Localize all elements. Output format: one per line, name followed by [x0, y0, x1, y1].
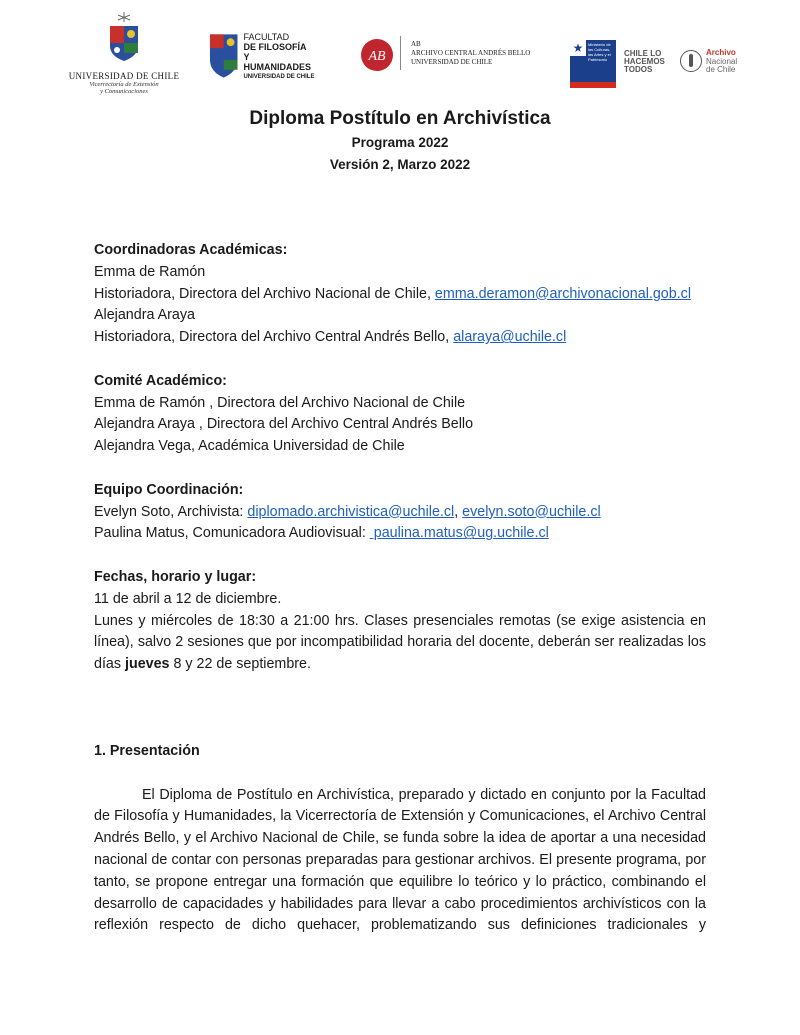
comite-heading: Comité Académico: [94, 372, 227, 389]
universidad-de-chile-logo [68, 12, 180, 95]
archivo-central-andres-bello-logo [360, 12, 550, 72]
coordinadora-1-role: Historiadora, Directora del Archivo Nacional de Chile, [94, 285, 435, 302]
ab-divider [400, 36, 401, 70]
ministerio-red-band [570, 82, 616, 88]
slogan-line-2: HACEMOS [624, 57, 665, 66]
equipo-row-1-text: Evelyn Soto, Archivista: [94, 503, 248, 520]
ffh-shield-icon [208, 30, 239, 82]
program-year: Programa 2022 [351, 135, 449, 150]
ab-seal-mark: AB [368, 49, 386, 64]
document-title: Diploma Postítulo en Archivística [249, 108, 551, 129]
coordinadora-1-email-link[interactable]: emma.deramon@archivonacional.gob.cl [434, 285, 692, 302]
ffh-line-2: DE FILOSOFÍA [243, 42, 307, 52]
comite-member-3: Alejandra Vega, Académica Universidad de Chile [94, 438, 405, 455]
ab-line-2: ARCHIVO CENTRAL ANDRÉS BELLO [411, 49, 531, 57]
ab-line-1: AB [411, 40, 421, 48]
an-line-2: Nacional [706, 56, 738, 66]
coordinadora-2-role: Historiadora, Directora del Archivo Central Andrés Bello, [94, 329, 454, 346]
equipo-section [94, 480, 706, 545]
uchile-shield-icon [102, 12, 146, 62]
uchile-sub-2: y Comunicaciones [100, 88, 148, 95]
equipo-row-2-text: Paulina Matus, Comunicadora Audiovisual: [94, 525, 370, 542]
version-line: Versión 2, Marzo 2022 [329, 157, 471, 172]
ab-line-3: UNIVERSIDAD DE CHILE [411, 58, 493, 66]
coordinadora-2-email-link[interactable]: alaraya@uchile.cl [453, 329, 567, 346]
fechas-schedule-b: 8 y 22 de septiembre. [169, 656, 311, 673]
document-body [94, 240, 706, 937]
fechas-schedule [94, 611, 706, 676]
slogan-line-3: TODOS [624, 65, 653, 74]
fechas-dates: 11 de abril a 12 de diciembre. [94, 590, 282, 607]
comite-member-2: Alejandra Araya , Directora del Archivo Central Andrés Bello [94, 416, 474, 433]
presentacion-body: El Diploma de Postítulo en Archivística, preparado y dictado en conjunto por la Facultad de Filosofía y Humanidades, la Vicerrectoría de Extensión y Comunicaciones, el Archivo Central Andrés Bello, y el Archivo Nacional de Chile, se funda sobre la idea de aportar a una necesidad nacional de contar con personas preparadas para gestionar archivos. El presente programa, por tanto, se propone entregar una formación que equilibre lo teórico y lo práctico, combinando el desarrollo de capacidades y habilidades para llevar a cabo procedimientos archivísticos con la reflexión respecto de dicho quehacer, problematizando sus definiciones tradicionales y [94, 786, 706, 934]
coordinadora-1-desc [94, 284, 706, 306]
ffh-line-1: FACULTAD [243, 32, 290, 42]
equipo-row-2 [94, 523, 706, 545]
diplomado-email-link[interactable]: diplomado.archivistica@uchile.cl [247, 503, 455, 520]
coordinadora-1-name: Emma de Ramón [94, 263, 206, 280]
equipo-heading: Equipo Coordinación: [94, 481, 244, 498]
ffh-line-3: Y HUMANIDADES [243, 52, 311, 72]
uchile-name: UNIVERSIDAD DE CHILE [68, 71, 180, 81]
presentacion-heading: 1. Presentación [94, 742, 200, 759]
ffh-line-4: UNIVERSIDAD DE CHILE [243, 74, 315, 80]
fechas-schedule-a: Lunes y miércoles de 18:30 a 21:00 hrs. Clases presenciales remotas (se exige asistencia en línea), salvo 2 sesiones que por incompatibilidad horaria del docente, deberán ser realizadas los días [94, 612, 706, 673]
fechas-section [94, 567, 706, 676]
star-icon: ★ [570, 40, 586, 56]
archivo-nacional-icon [680, 50, 702, 72]
logo-header [68, 12, 748, 104]
an-line-1: Archivo [706, 48, 736, 57]
fechas-heading: Fechas, horario y lugar: [94, 568, 257, 585]
ministerio-box-text: Ministerio de las Culturas, las Artes y el Patrimonio [588, 42, 611, 62]
ab-seal-icon [360, 38, 394, 72]
uchile-sub-1: Vicerrectoría de Extensión [89, 81, 159, 88]
coordinadora-2-name: Alejandra Araya [94, 307, 195, 324]
ministerio-box [570, 40, 616, 88]
an-line-3: de Chile [706, 65, 736, 74]
equipo-row-1-sep: , [454, 503, 463, 520]
coordinadoras-section [94, 240, 706, 349]
title-block [0, 106, 800, 176]
comite-section [94, 371, 706, 458]
equipo-row-1 [94, 502, 706, 524]
fechas-schedule-bold: jueves [125, 656, 170, 673]
coordinadoras-heading: Coordinadoras Académicas: [94, 242, 288, 258]
ministerio-culturas-logo [570, 12, 682, 88]
facultad-filosofia-logo [208, 12, 318, 82]
comite-member-1: Emma de Ramón , Directora del Archivo Nacional de Chile [94, 394, 466, 411]
coordinadora-2-desc [94, 327, 706, 349]
slogan-line-1: CHILE LO [624, 49, 662, 58]
archivo-nacional-logo [680, 12, 750, 75]
paulina-email-link[interactable]: paulina.matus@ug.uchile.cl [369, 525, 549, 542]
evelyn-email-link[interactable]: evelyn.soto@uchile.cl [462, 503, 601, 520]
